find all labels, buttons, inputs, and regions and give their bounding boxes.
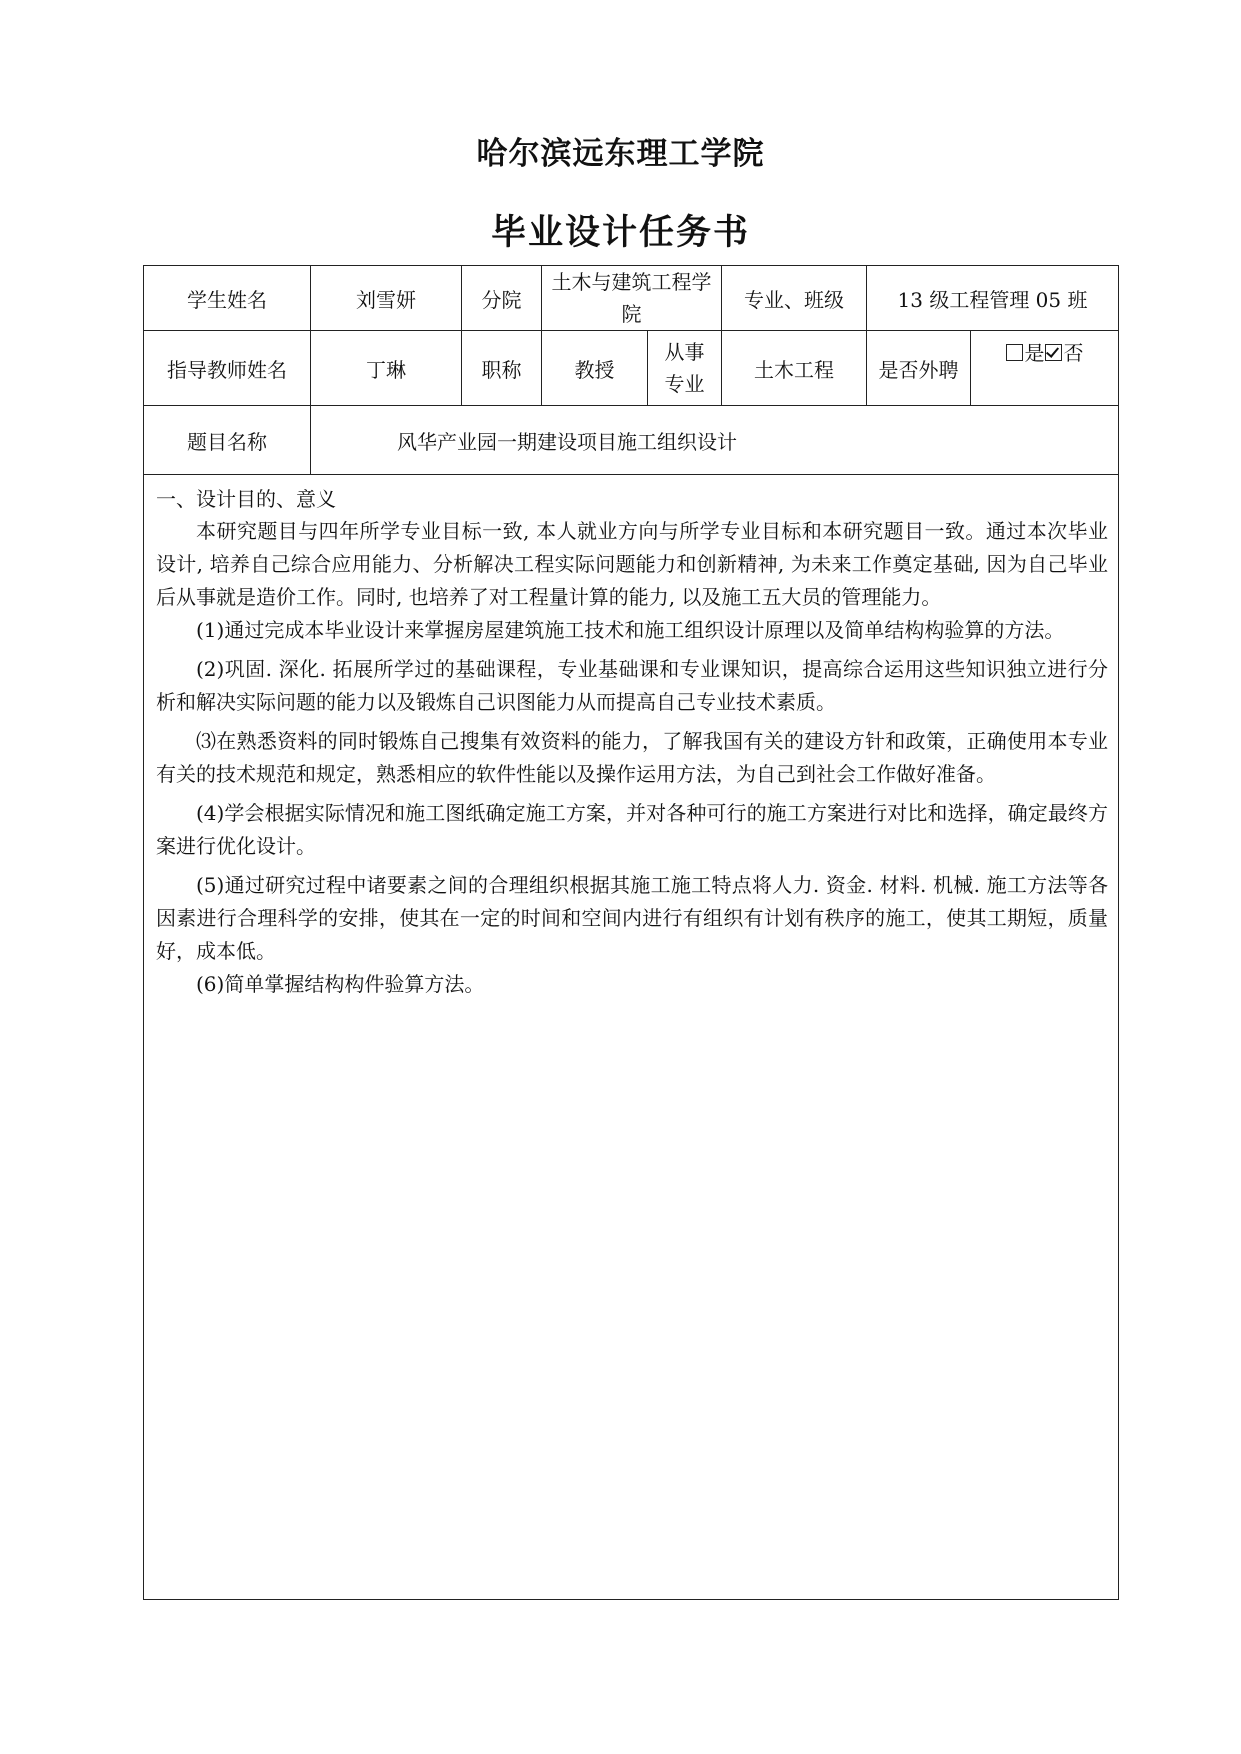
field-value: 土木工程 — [722, 331, 867, 406]
major-class-label: 专业、班级 — [722, 266, 867, 331]
paragraph-item-6: (6)简单掌握结构构件验算方法。 — [196, 972, 485, 996]
field-label-line1: 从事 — [664, 340, 705, 364]
advisor-label: 指导教师姓名 — [144, 331, 311, 406]
task-form-table — [143, 265, 1119, 1600]
row-advisor — [144, 331, 1119, 406]
institution-name: 哈尔滨远东理工学院 — [476, 136, 765, 172]
row-content — [144, 475, 1119, 1600]
major-class-value: 13 级工程管理 05 班 — [867, 266, 1119, 331]
advisor-value: 丁琳 — [311, 331, 462, 406]
external-yes-label: 是 — [1024, 341, 1045, 365]
section-heading: 一、设计目的、意义 — [156, 487, 336, 511]
row-topic — [144, 406, 1119, 475]
student-name-value: 刘雪妍 — [311, 266, 462, 331]
external-no-label: 否 — [1063, 341, 1084, 365]
student-name-label: 学生姓名 — [144, 266, 311, 331]
external-yes-checkbox[interactable] — [1006, 344, 1023, 361]
row-student — [144, 266, 1119, 331]
paragraph-item-2: (2)巩固. 深化. 拓展所学过的基础课程，专业基础课和专业课知识，提高综合运用这些知识独立进行分析和解决实际问题的能力以及锻炼自己识图能力从而提高自己专业技术素质。 — [156, 657, 1109, 714]
paragraph-intro: 本研究题目与四年所学专业目标一致, 本人就业方向与所学专业目标和本研究题目一致。通过本次毕业设计, 培养自己综合应用能力、分析解决工程实际问题能力和创新精神, 为未来工作奠定基础, 因为自己毕业后从事就是造价工作。同时, 也培养了对工程量计算的能力, 以及施工五大员的管理能力。 — [156, 519, 1109, 609]
branch-value: 土木与建筑工程学院 — [542, 266, 722, 331]
topic-value: 风华产业园一期建设项目施工组织设计 — [311, 406, 1119, 475]
paragraph-item-1: (1)通过完成本毕业设计来掌握房屋建筑施工技术和施工组织设计原理以及简单结构构验算的方法。 — [196, 618, 1065, 642]
topic-label: 题目名称 — [144, 406, 311, 475]
external-no-checkbox[interactable] — [1045, 344, 1062, 361]
field-label — [648, 331, 722, 406]
external-label: 是否外聘 — [867, 331, 971, 406]
document-title: 毕业设计任务书 — [490, 213, 750, 253]
field-label-line2: 专业 — [664, 372, 705, 396]
branch-label: 分院 — [462, 266, 542, 331]
content-cell — [144, 475, 1119, 1600]
external-choice — [971, 331, 1119, 406]
title-label: 职称 — [462, 331, 542, 406]
title-value: 教授 — [542, 331, 648, 406]
paragraph-item-5: (5)通过研究过程中诸要素之间的合理组织根据其施工施工特点将人力. 资金. 材料. 机械. 施工方法等各因素进行合理科学的安排，使其在一定的时间和空间内进行有组织有计划有秩序的施工，使其工期短，质量好，成本低。 — [156, 873, 1109, 963]
paragraph-item-4: (4)学会根据实际情况和施工图纸确定施工方案，并对各种可行的施工方案进行对比和选择，确定最终方案进行优化设计。 — [156, 801, 1109, 858]
paragraph-item-3: ⑶在熟悉资料的同时锻炼自己搜集有效资料的能力，了解我国有关的建设方针和政策，正确使用本专业有关的技术规范和规定，熟悉相应的软件性能以及操作运用方法，为自己到社会工作做好准备。 — [156, 729, 1109, 786]
